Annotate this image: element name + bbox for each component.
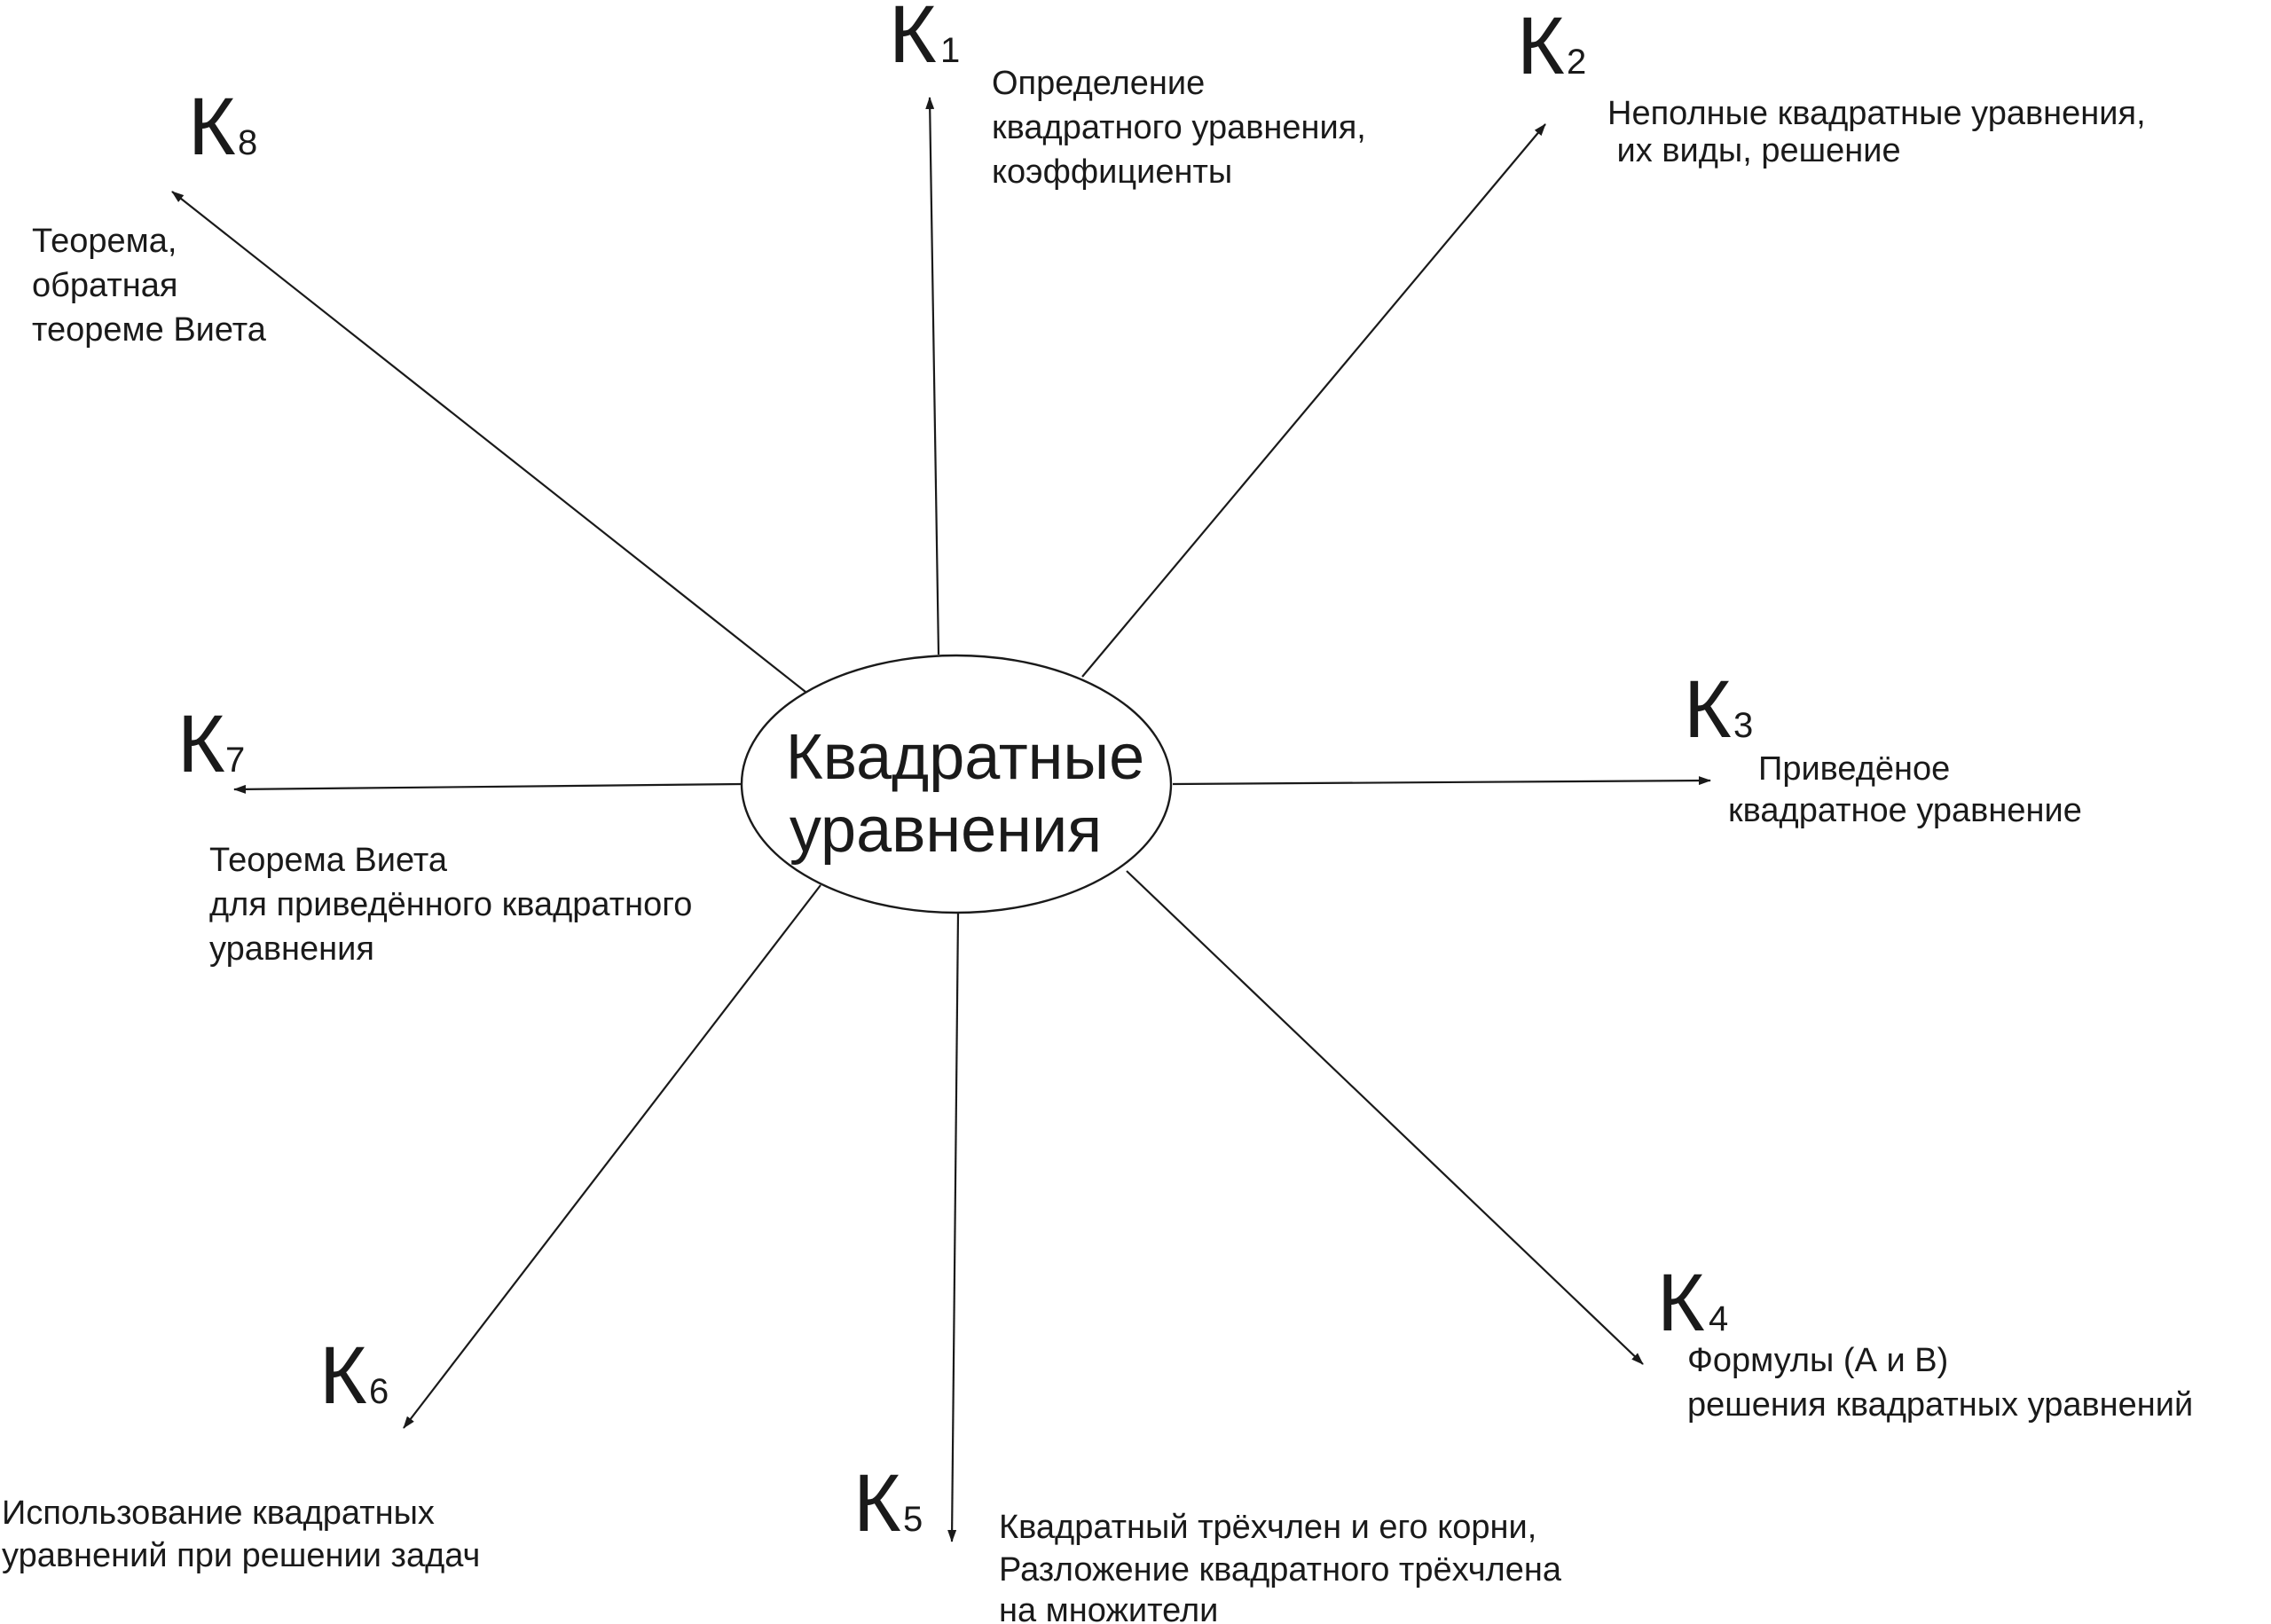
node-k6: [2, 1330, 480, 1574]
node-k1-desc-line-1: Определение: [992, 65, 1206, 102]
edge-k3: [1173, 781, 1710, 784]
edge-k6: [404, 885, 821, 1428]
node-k7-desc-line-2: для приведённого квадратного: [209, 886, 693, 923]
node-k5-desc-line-2: Разложение квадратного трёхчлена: [999, 1551, 1561, 1589]
node-k4: [1657, 1258, 2193, 1424]
node-k7-index: 7: [225, 741, 246, 780]
node-k3: [1684, 664, 2082, 829]
node-k1: [889, 0, 1366, 191]
node-k2-desc-line-2: их виды, решение: [1607, 132, 1901, 169]
node-k8-index: 8: [238, 123, 258, 162]
node-k5-letter: К: [853, 1458, 901, 1549]
node-k6-desc-line-1: Использование квадратных: [2, 1495, 435, 1532]
node-k4-desc-line-1: Формулы (А и В): [1687, 1342, 1949, 1379]
node-k1-index: 1: [940, 31, 961, 70]
node-k2-index: 2: [1567, 43, 1587, 82]
node-k2-desc-line-1: Неполные квадратные уравнения,: [1607, 95, 2146, 132]
node-k2-letter: К: [1517, 1, 1565, 91]
node-k6-index: 6: [369, 1372, 389, 1411]
center-label-line-2: уравнения: [789, 795, 1103, 866]
node-k8-desc-line-1: Теорема,: [32, 223, 177, 260]
node-k1-desc-line-3: коэффициенты: [992, 153, 1233, 191]
node-k1-letter: К: [889, 0, 937, 80]
node-k7-desc-line-1: Теорема Виета: [209, 842, 447, 879]
node-k3-index: 3: [1733, 706, 1754, 745]
node-k3-desc-line-2: квадратное уравнение: [1728, 792, 2082, 829]
node-k3-letter: К: [1684, 664, 1732, 755]
node-k4-index: 4: [1709, 1299, 1729, 1338]
node-k5-index: 5: [903, 1500, 923, 1539]
edge-k5: [952, 914, 958, 1542]
node-k8: [32, 82, 267, 349]
node-k5-desc-line-1: Квадратный трёхчлен и его корни,: [999, 1509, 1537, 1546]
node-k8-desc-line-3: теореме Виета: [32, 311, 266, 349]
node-k3-desc-line-1: Приведёное: [1758, 750, 1951, 788]
center-label-line-1: Квадратные: [785, 722, 1145, 793]
center-node: [742, 655, 1171, 913]
edge-k2: [1082, 124, 1545, 677]
node-k5: [853, 1458, 1562, 1624]
node-k4-desc-line-2: решения квадратных уравнений: [1687, 1386, 2194, 1424]
node-k8-letter: К: [188, 82, 236, 172]
node-k7-desc-line-3: уравнения: [209, 930, 374, 968]
node-k4-letter: К: [1657, 1258, 1705, 1348]
node-k1-desc-line-2: квадратного уравнения,: [992, 109, 1366, 146]
node-k7: [177, 699, 692, 968]
node-k5-desc-line-3: на множители: [999, 1592, 1219, 1624]
edge-k4: [1127, 871, 1643, 1364]
node-k2: [1517, 1, 2146, 169]
edge-k1: [930, 98, 939, 655]
edge-k7: [234, 784, 742, 789]
node-k6-letter: К: [319, 1330, 367, 1421]
node-k6-desc-line-2: уравнений при решении задач: [2, 1537, 481, 1574]
edge-k8: [172, 192, 805, 692]
node-k7-letter: К: [177, 699, 225, 789]
node-k8-desc-line-2: обратная: [32, 267, 178, 304]
